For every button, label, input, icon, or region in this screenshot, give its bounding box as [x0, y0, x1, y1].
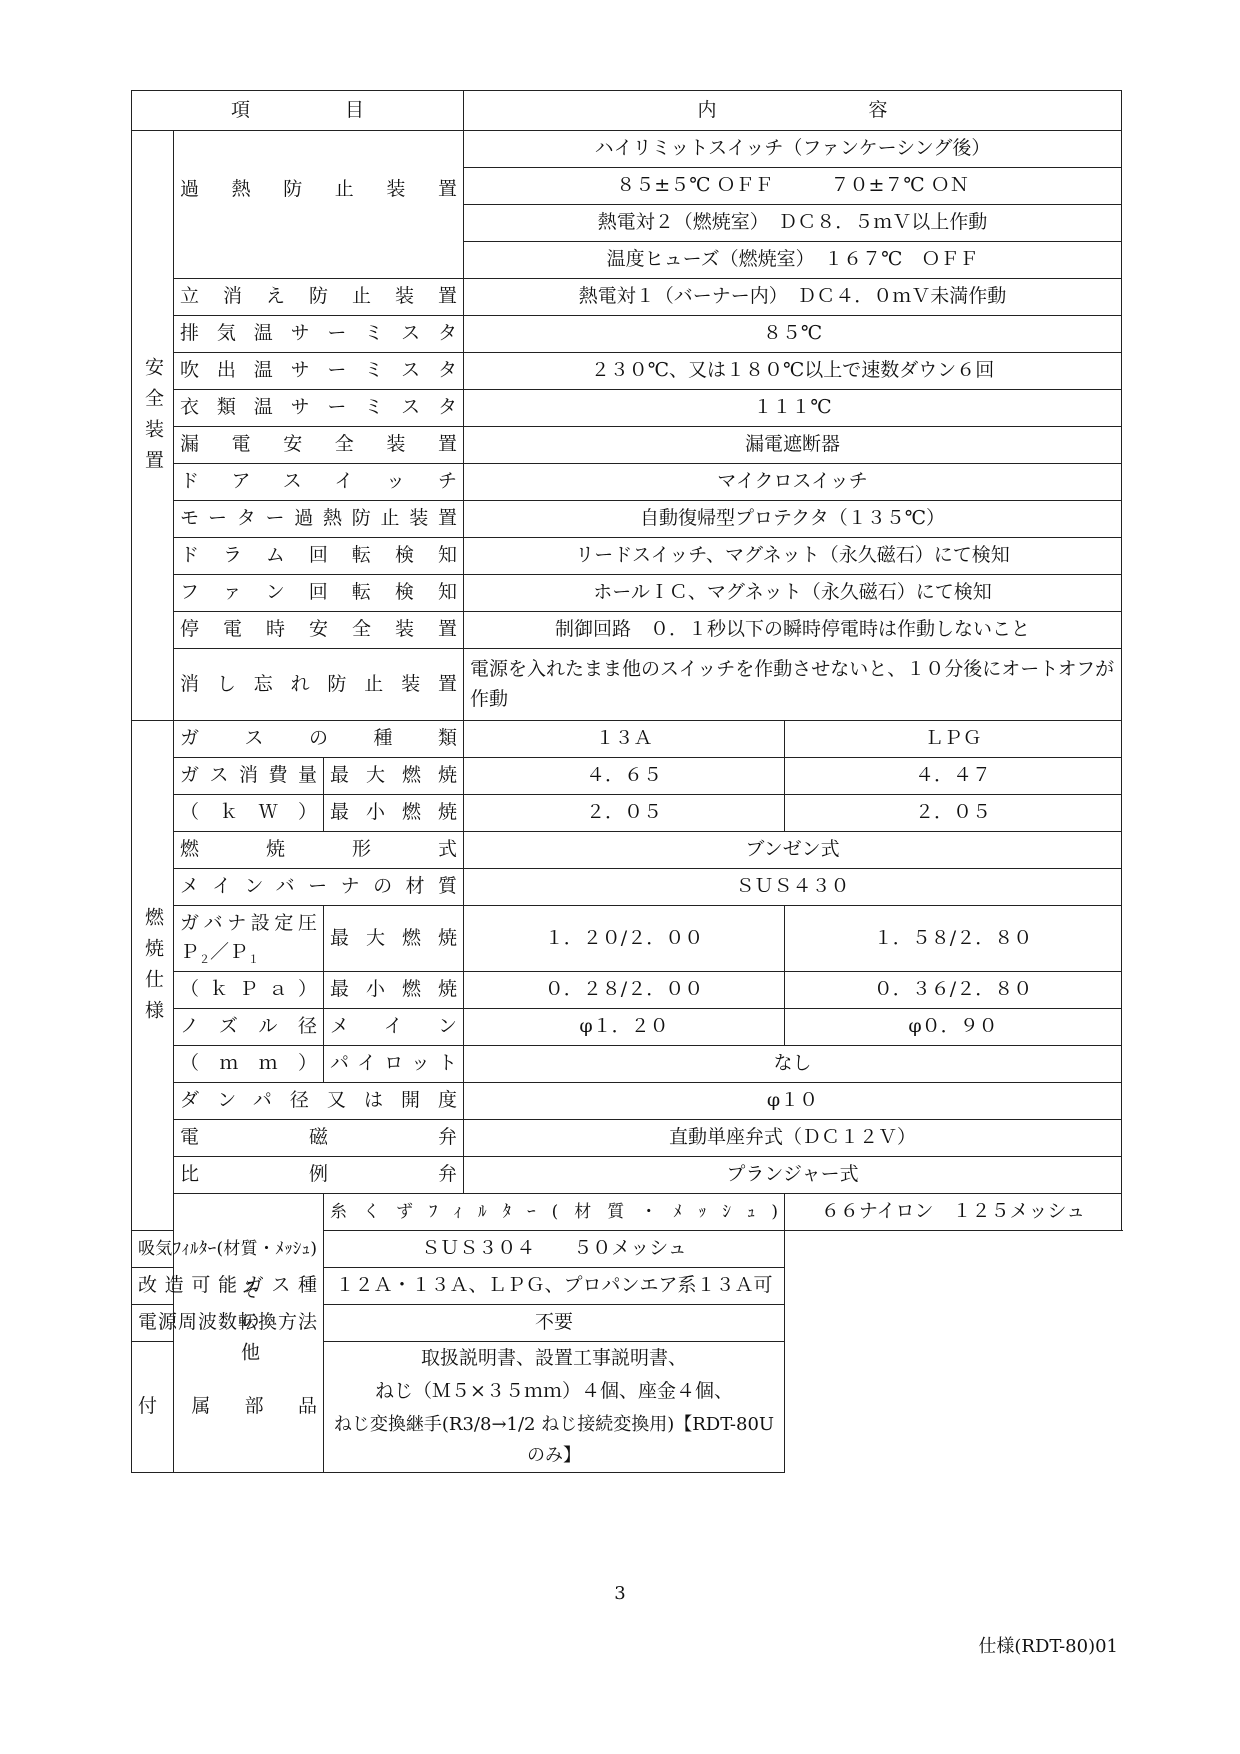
row-label: ドラム回転検知 [174, 538, 464, 575]
label-solenoid: 電磁弁 [174, 1120, 464, 1157]
label-governor [174, 906, 324, 972]
row-label: ファン回転検知 [174, 575, 464, 612]
value-overheat-3: 熱電対２（燃焼室） ＤＣ８．５ｍＶ以上作動 [464, 205, 1122, 242]
label-nozzle-unit: （ｍｍ） [174, 1046, 324, 1083]
label-consumption-max: 最大燃焼 [324, 758, 464, 795]
spec-table [131, 90, 1122, 1473]
value-convert: １２Ａ・１３Ａ、ＬＰＧ、プロパンエア系１３Ａ可 [324, 1268, 785, 1305]
table-row [132, 427, 1122, 464]
value-lint-filter: ６６ナイロン １２５メッシュ [785, 1194, 1122, 1231]
row-value: マイクロスイッチ [464, 464, 1122, 501]
label-consumption-unit: （ｋＷ） [174, 795, 324, 832]
row-label: 立消え防止装置 [174, 279, 464, 316]
label-intake-filter: 吸気ﾌｨﾙﾀｰ(材質・ﾒｯｼｭ) [132, 1231, 324, 1268]
section-other: その他 [174, 1194, 324, 1473]
value-burner: ＳＵＳ４３０ [464, 869, 1122, 906]
table-row [132, 869, 1122, 906]
row-label: 停電時安全装置 [174, 612, 464, 649]
table-row [132, 1009, 1122, 1046]
row-value: 熱電対１（バーナー内） ＤＣ４．０ｍＶ未満作動 [464, 279, 1122, 316]
label-convert: 改造可能ガス種 [132, 1268, 324, 1305]
page-number: 3 [614, 1583, 626, 1604]
value-consumption-max-13a: ４．６５ [464, 758, 785, 795]
value-frequency: 不要 [324, 1305, 785, 1342]
label-governor-line2: Ｐ$_2$／Ｐ$_1$ [180, 940, 260, 966]
table-row [132, 906, 1122, 972]
value-overheat-4: 温度ヒューズ（燃焼室） １６７℃ ＯＦＦ [464, 242, 1122, 279]
value-damper: φ１０ [464, 1083, 1122, 1120]
table-row [132, 575, 1122, 612]
label-governor-min: 最小燃焼 [324, 972, 464, 1009]
label-frequency: 電源周波数転換方法 [132, 1305, 324, 1342]
value-nozzle-main-13a: φ１．２０ [464, 1009, 785, 1046]
value-nozzle-pilot: なし [464, 1046, 1122, 1083]
table-row [132, 390, 1122, 427]
value-governor-min-13a: ０．２８/２．００ [464, 972, 785, 1009]
value-nozzle-main-lpg: φ０．９０ [785, 1009, 1122, 1046]
row-value: 制御回路 ０．１秒以下の瞬時停電時は作動しないこと [464, 612, 1122, 649]
value-overheat-2: ８５±５℃ ＯＦＦ ７０±７℃ ＯＮ [464, 168, 1122, 205]
label-gas-type: ガスの種類 [174, 721, 464, 758]
table-row [132, 1194, 1122, 1231]
row-label: 排気温サーミスタ [174, 316, 464, 353]
label-nozzle: ノズル径 [174, 1009, 324, 1046]
table-row [132, 758, 1122, 795]
row-value: ８５℃ [464, 316, 1122, 353]
table-row [132, 316, 1122, 353]
row-value: リードスイッチ、マグネット（永久磁石）にて検知 [464, 538, 1122, 575]
label-overheat: 過熱防止装置 [174, 131, 464, 205]
value-consumption-min-13a: ２．０５ [464, 795, 785, 832]
label-consumption: ガス消費量 [174, 758, 324, 795]
label-form: 燃焼形式 [174, 832, 464, 869]
value-solenoid: 直動単座弁式（ＤＣ１２Ｖ） [464, 1120, 1122, 1157]
row-label: 漏電安全装置 [174, 427, 464, 464]
header-item: 項 目 [132, 91, 464, 131]
value-consumption-max-lpg: ４．４７ [785, 758, 1122, 795]
row-label: 吹出温サーミスタ [174, 353, 464, 390]
row-value: 漏電遮断器 [464, 427, 1122, 464]
label-governor-unit: （ｋＰａ） [174, 972, 324, 1009]
row-label: モーター過熱防止装置 [174, 501, 464, 538]
table-header-row [132, 91, 1122, 131]
label-lint-filter: 糸くずﾌｨﾙﾀｰ(材質・ﾒｯｼｭ) [324, 1194, 785, 1231]
value-overheat-1: ハイリミットスイッチ（ファンケーシング後） [464, 131, 1122, 168]
table-row [132, 972, 1122, 1009]
value-accessories [324, 1342, 785, 1473]
value-proportional: プランジャー式 [464, 1157, 1122, 1194]
table-row [132, 1046, 1122, 1083]
table-row [132, 1120, 1122, 1157]
row-label: ドアスイッチ [174, 464, 464, 501]
label-governor-max: 最大燃焼 [324, 906, 464, 972]
table-row [132, 1083, 1122, 1120]
value-gas-13a: １３Ａ [464, 721, 785, 758]
label-proportional: 比例弁 [174, 1157, 464, 1194]
table-row [132, 649, 1122, 721]
value-governor-max-lpg: １．５８/２．８０ [785, 906, 1122, 972]
table-row [132, 131, 1122, 168]
row-value: ホールＩＣ、マグネット（永久磁石）にて検知 [464, 575, 1122, 612]
table-row [132, 353, 1122, 390]
header-content: 内 容 [464, 91, 1122, 131]
table-row [132, 279, 1122, 316]
table-row [132, 1268, 1122, 1305]
row-label: 衣類温サーミスタ [174, 390, 464, 427]
table-row [132, 832, 1122, 869]
table-row [132, 205, 1122, 242]
label-burner: メインバーナの材質 [174, 869, 464, 906]
table-row [132, 1342, 1122, 1473]
section-combustion: 燃焼仕様 [132, 721, 174, 1231]
label-governor-line1: ガバナ設定圧 [180, 912, 317, 935]
label-overheat-cont [174, 205, 464, 242]
label-nozzle-main: メイン [324, 1009, 464, 1046]
label-overheat-cont2 [174, 242, 464, 279]
row-value: 自動復帰型プロテクタ（１３５℃） [464, 501, 1122, 538]
table-row [132, 721, 1122, 758]
accessories-line-3: ねじ変換継手(R3/8→1/2 ねじ接続変換用)【RDT-80U のみ】 [333, 1413, 775, 1466]
value-gas-lpg: ＬＰＧ [785, 721, 1122, 758]
value-form: ブンゼン式 [464, 832, 1122, 869]
table-row [132, 464, 1122, 501]
label-forget: 消し忘れ防止装置 [174, 649, 464, 721]
label-accessories: 付属部品 [132, 1342, 324, 1473]
table-row [132, 538, 1122, 575]
label-damper: ダンパ径又は開度 [174, 1083, 464, 1120]
table-row [132, 612, 1122, 649]
table-row [132, 242, 1122, 279]
row-value: ２３０℃、又は１８０℃以上で速数ダウン６回 [464, 353, 1122, 390]
row-value: １１１℃ [464, 390, 1122, 427]
value-consumption-min-lpg: ２．０５ [785, 795, 1122, 832]
accessories-line-2: ねじ（Ｍ５×３５ｍｍ）４個、座金４個、 [375, 1380, 733, 1403]
table-row [132, 501, 1122, 538]
value-governor-max-13a: １．２０/２．００ [464, 906, 785, 972]
accessories-line-1: 取扱説明書、設置工事説明書、 [420, 1347, 687, 1369]
value-governor-min-lpg: ０．３６/２．８０ [785, 972, 1122, 1009]
section-safety: 安全装置 [132, 131, 174, 721]
document-code: 仕様(RDT-80)01 [978, 1636, 1118, 1657]
table-row [132, 1305, 1122, 1342]
label-nozzle-pilot: パイロット [324, 1046, 464, 1083]
label-consumption-min: 最小燃焼 [324, 795, 464, 832]
table-row [132, 795, 1122, 832]
value-intake-filter: ＳＵＳ３０４ ５０メッシュ [324, 1231, 785, 1268]
table-row [132, 1157, 1122, 1194]
table-row [132, 1231, 1122, 1268]
value-forget: 電源を入れたまま他のスイッチを作動させないと、１０分後にオートオフが作動 [464, 649, 1122, 721]
